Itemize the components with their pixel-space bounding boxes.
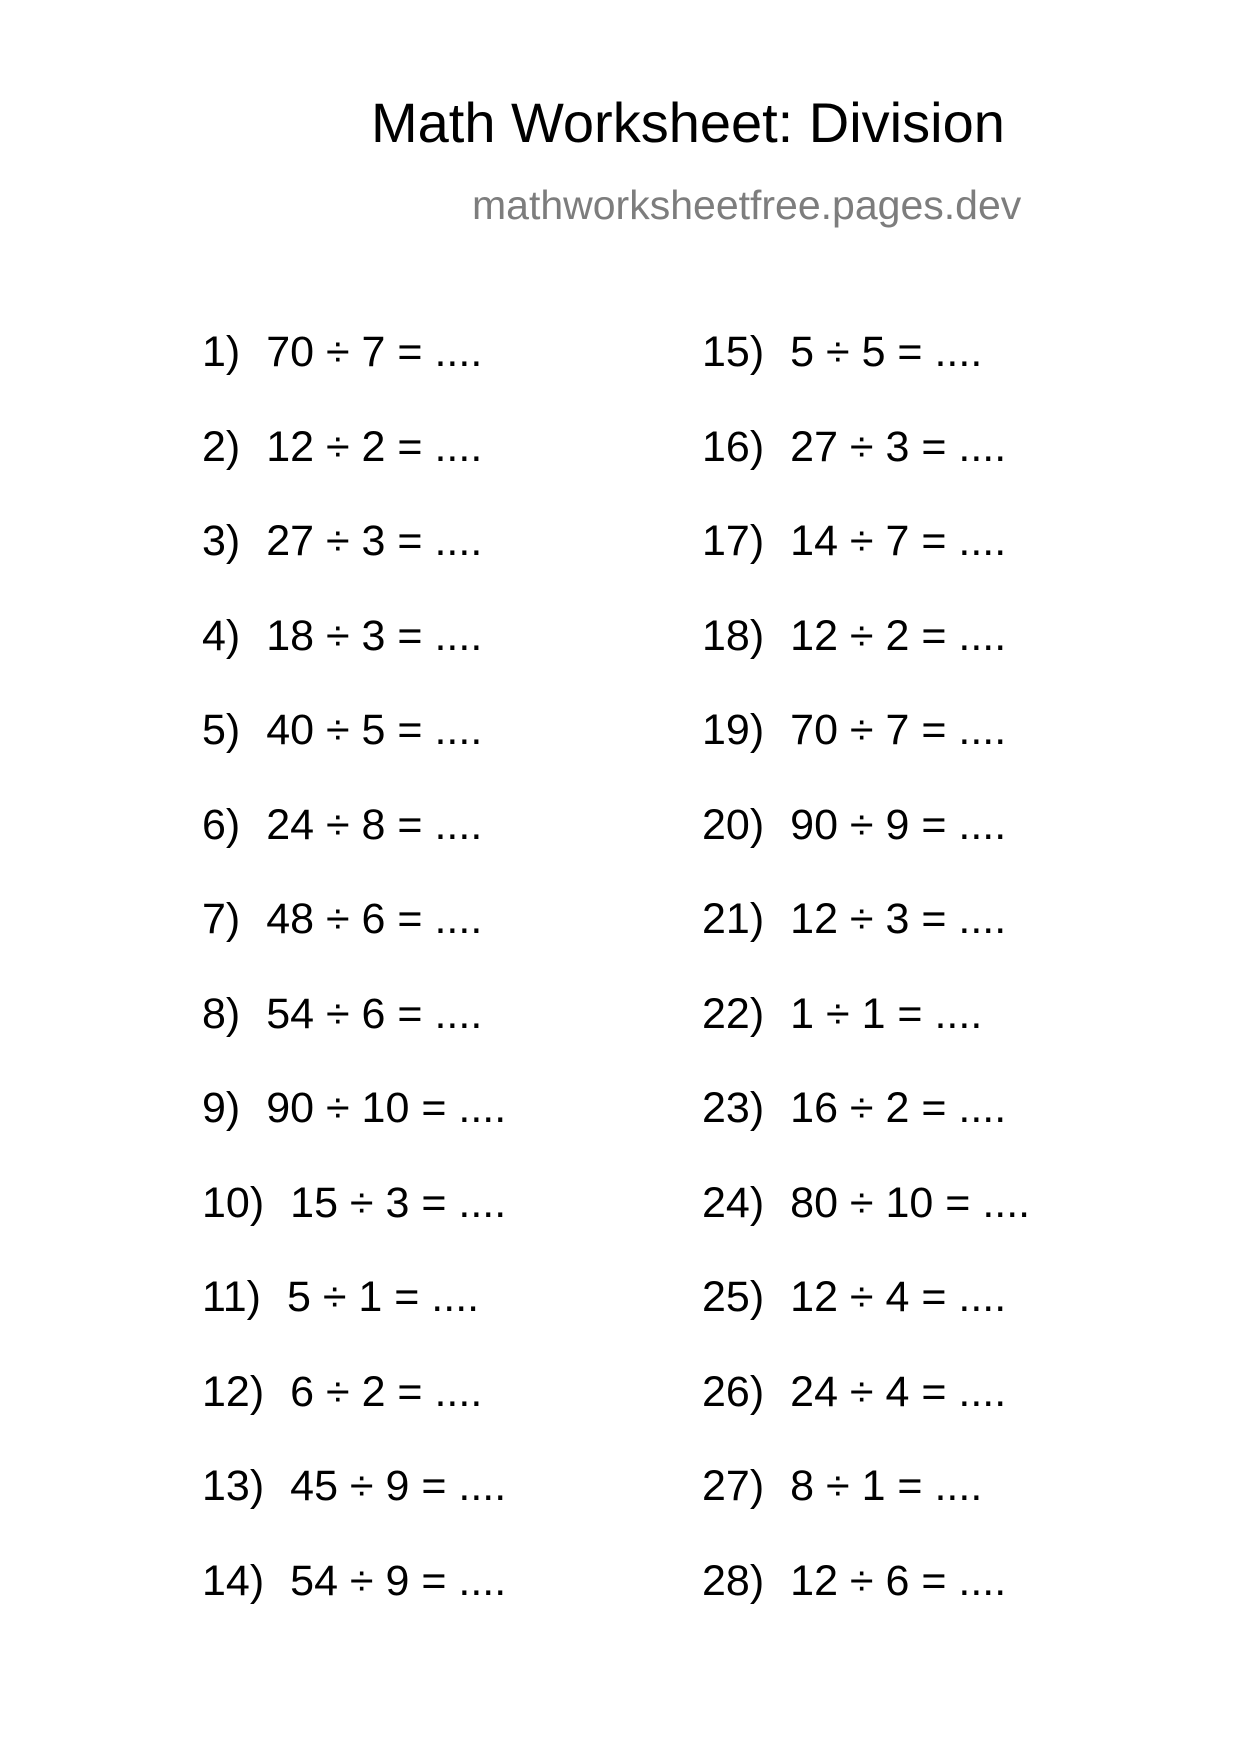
problem-item <box>702 1272 1006 1322</box>
problem-number: 3) <box>202 517 241 565</box>
problem-number: 20) <box>702 800 765 849</box>
problem-number: 11) <box>202 1273 261 1321</box>
problem-expression: 14 ÷ 7 = .... <box>790 517 1007 565</box>
problem-item <box>202 800 482 850</box>
problem-expression: 45 ÷ 9 = .... <box>290 1462 507 1510</box>
problem-item <box>702 327 982 377</box>
problem-number: 21) <box>702 895 765 943</box>
problem-number: 19) <box>702 706 765 754</box>
problem-item <box>202 705 482 755</box>
problem-item <box>702 800 1006 850</box>
problem-item <box>702 611 1006 661</box>
problem-number: 8) <box>202 989 241 1038</box>
problem-item <box>202 1461 506 1511</box>
problem-expression: 27 ÷ 3 = .... <box>790 422 1007 471</box>
problem-item <box>202 1083 506 1133</box>
problem-expression: 12 ÷ 2 = .... <box>790 611 1007 660</box>
problem-expression: 6 ÷ 2 = .... <box>290 1367 483 1416</box>
problem-item <box>202 1272 479 1322</box>
problem-item <box>702 422 1006 472</box>
problem-expression: 24 ÷ 4 = .... <box>790 1367 1007 1416</box>
problem-item <box>202 422 482 472</box>
problem-number: 23) <box>702 1084 765 1132</box>
problem-expression: 8 ÷ 1 = .... <box>790 1462 983 1510</box>
problem-expression: 16 ÷ 2 = .... <box>790 1084 1007 1132</box>
problem-expression: 12 ÷ 6 = .... <box>790 1556 1007 1605</box>
problem-expression: 40 ÷ 5 = .... <box>266 706 483 754</box>
problem-item <box>702 1367 1006 1417</box>
problem-item <box>702 1178 1030 1228</box>
worksheet-title: Math Worksheet: Division <box>371 91 1005 154</box>
problem-expression: 90 ÷ 10 = .... <box>266 1084 507 1132</box>
problem-number: 25) <box>702 1273 765 1321</box>
problem-item <box>702 1556 1006 1606</box>
problem-expression: 90 ÷ 9 = .... <box>790 800 1007 849</box>
problem-item <box>702 705 1006 755</box>
problem-number: 6) <box>202 800 241 849</box>
problem-number: 2) <box>202 422 241 471</box>
problem-number: 5) <box>202 706 241 754</box>
problem-expression: 24 ÷ 8 = .... <box>266 800 483 849</box>
problem-number: 13) <box>202 1462 265 1510</box>
problem-expression: 27 ÷ 3 = .... <box>266 517 483 565</box>
problem-number: 7) <box>202 895 241 943</box>
problem-number: 10) <box>202 1178 265 1227</box>
problem-expression: 18 ÷ 3 = .... <box>266 611 483 660</box>
problem-expression: 48 ÷ 6 = .... <box>266 895 483 943</box>
problem-item <box>202 1367 482 1417</box>
problem-item <box>702 516 1006 566</box>
problem-number: 17) <box>702 517 765 565</box>
problem-number: 26) <box>702 1367 765 1416</box>
problem-expression: 70 ÷ 7 = .... <box>266 328 483 376</box>
problem-expression: 54 ÷ 9 = .... <box>290 1556 507 1605</box>
problem-item <box>202 989 482 1039</box>
problem-item <box>202 1556 506 1606</box>
problem-number: 24) <box>702 1178 765 1227</box>
problem-expression: 1 ÷ 1 = .... <box>790 989 983 1038</box>
problem-expression: 54 ÷ 6 = .... <box>266 989 483 1038</box>
problem-expression: 12 ÷ 3 = .... <box>790 895 1007 943</box>
problem-number: 4) <box>202 611 241 660</box>
problem-number: 16) <box>702 422 765 471</box>
problem-item <box>202 894 482 944</box>
problem-number: 27) <box>702 1462 765 1510</box>
problem-item <box>702 1461 982 1511</box>
problem-number: 1) <box>202 328 241 376</box>
problem-number: 14) <box>202 1556 265 1605</box>
problem-number: 15) <box>702 328 765 376</box>
problem-number: 28) <box>702 1556 765 1605</box>
problem-expression: 5 ÷ 1 = .... <box>286 1273 480 1321</box>
problem-expression: 15 ÷ 3 = .... <box>290 1178 507 1227</box>
problem-expression: 5 ÷ 5 = .... <box>790 328 983 376</box>
problem-number: 18) <box>702 611 765 660</box>
problem-expression: 12 ÷ 2 = .... <box>266 422 483 471</box>
problem-item <box>202 611 482 661</box>
problem-number: 9) <box>202 1084 241 1132</box>
problem-expression: 80 ÷ 10 = .... <box>790 1178 1031 1227</box>
problem-item <box>702 989 982 1039</box>
problem-item <box>202 327 482 377</box>
problem-item <box>702 1083 1006 1133</box>
problem-expression: 70 ÷ 7 = .... <box>790 706 1007 754</box>
problem-item <box>202 1178 506 1228</box>
problem-number: 12) <box>202 1367 265 1416</box>
problem-number: 22) <box>702 989 765 1038</box>
problem-expression: 12 ÷ 4 = .... <box>790 1273 1007 1321</box>
problem-item <box>702 894 1006 944</box>
website-url: mathworksheetfree.pages.dev <box>472 182 1022 228</box>
problem-item <box>202 516 482 566</box>
